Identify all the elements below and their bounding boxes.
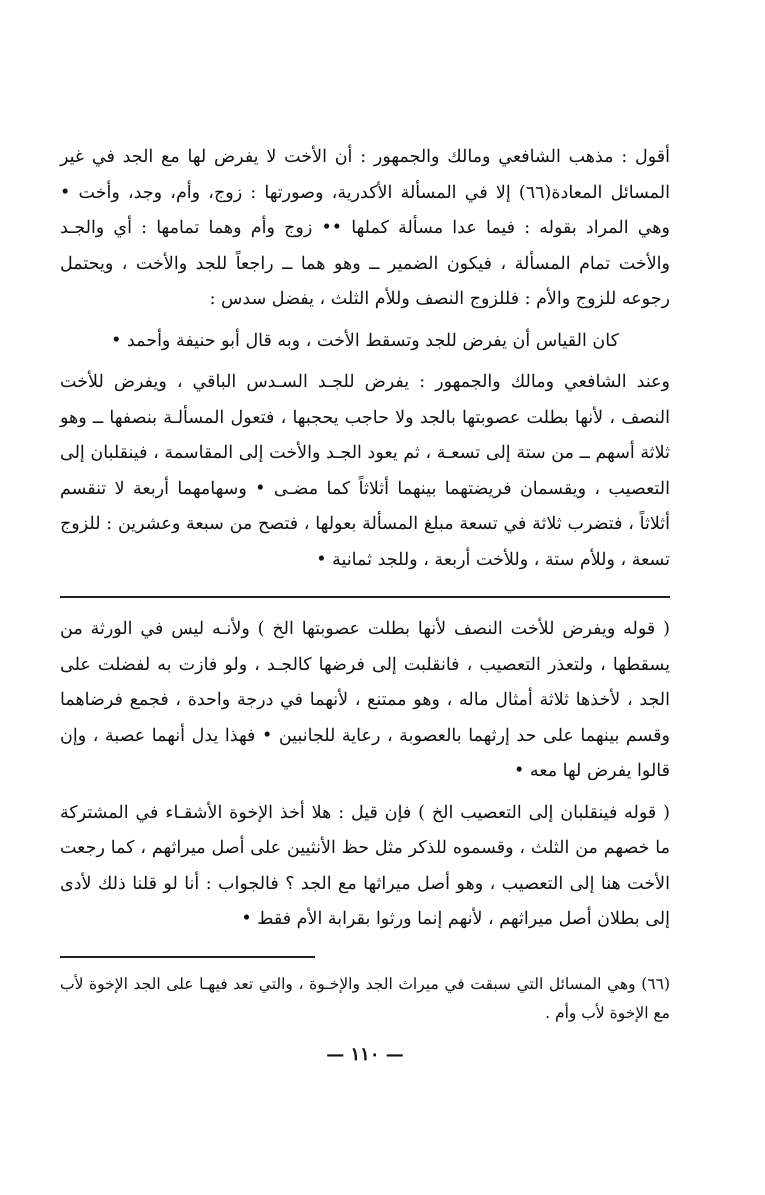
- main-paragraph: وعند الشافعي ومالك والجمهور : يفرض للجـد السـدس الباقي ، ويفرض للأخت النصف ، لأنها بطلت عصوبتها بالجد ولا حاجب يحجبها ، فتعول المسألـة بنصفها ــ وهو ثلاثة أسهم ــ من ستة إلى تسعـة ، ثم يعود الجـد والأخت إلى المقاسمة ، فينقلبان إلى التعصيب ، ويقسمان فريضتهما بينهما أثلاثاً كما مضـى • وسهامهما أربعة لا تنقسم أثلاثاً ، فتضرب ثلاثة في تسعة مبلغ المسألة بعولها ، فتصح من سبعة وعشرين : للزوج تسعة ، وللأم ستة ، وللأخت أربعة ، وللجد ثمانية •: [60, 372, 670, 570]
- main-paragraph: أقول : مذهب الشافعي ومالك والجمهور : أن الأخت لا يفرض لها مع الجد في غير المسائل المعادة(٦٦) إلا في المسألة الأكدرية، وصورتها : زوج، وأم، وجد، وأخت • وهي المراد بقوله : فيما عدا مسألة كملها •• زوج وأم وهما تمامها : أي والجـد والأخت تمام المسألة ، فيكون الضمير ــ وهو هما ــ راجعاً للجد والأخت ، ويحتمل رجوعه للزوج والأم : فللزوج النصف وللأم الثلث ، يفضل سدس :: [60, 147, 670, 309]
- footnote-divider: [60, 956, 315, 958]
- page-number: — ١١٠ —: [326, 1043, 404, 1065]
- main-paragraph: كان القياس أن يفرض للجد وتسقط الأخت ، وبه قال أبو حنيفة وأحمد •: [111, 330, 619, 351]
- commentary-paragraph: ( قوله ويفرض للأخت النصف لأنها بطلت عصوبتها الخ ) ولأنـه ليس في الورثة من يسقطها ، ولتعذر التعصيب ، فانقلبت إلى فرضها كالجـد ، ولو فازت به لفضلت على الجد ، لأخذها ثلاثة أمثال ماله ، وهو ممتنع ، لأنهما في درجة واحدة ، فجمع فرضاهما وقسم بينهما على حد إرثهما بالعصوبة ، رعاية للجانبين • فهذا يدل أنهما عصبة ، وإن قالوا يفرض لها معه •: [60, 619, 670, 781]
- footnote: [60, 970, 670, 1028]
- page-body: [60, 140, 670, 1065]
- section-divider: [60, 596, 670, 598]
- footnote-text: (٦٦) وهي المسائل التي سبقت في ميراث الجد والإخـوة ، والتي تعد فيهـا على الجد الإخوة لأب مع الإخوة لأب وأم .: [60, 974, 670, 1022]
- commentary-paragraph: ( قوله فينقلبان إلى التعصيب الخ ) فإن قيل : هلا أخذ الإخوة الأشقـاء في المشتركة ما خصهم من الثلث ، وقسموه للذكر مثل حظ الأنثيين على أصل ميراثهم ، كما رجعت الأخت هنا إلى التعصيب ، وهو أصل ميراثها مع الجد ؟ فالجواب : أنا لو قلنا ذلك لأدى إلى بطلان أصل ميراثهم ، لأنهم إنما ورثوا بقرابة الأم فقط •: [60, 802, 670, 929]
- main-text: [60, 140, 670, 578]
- commentary-text: [60, 612, 670, 938]
